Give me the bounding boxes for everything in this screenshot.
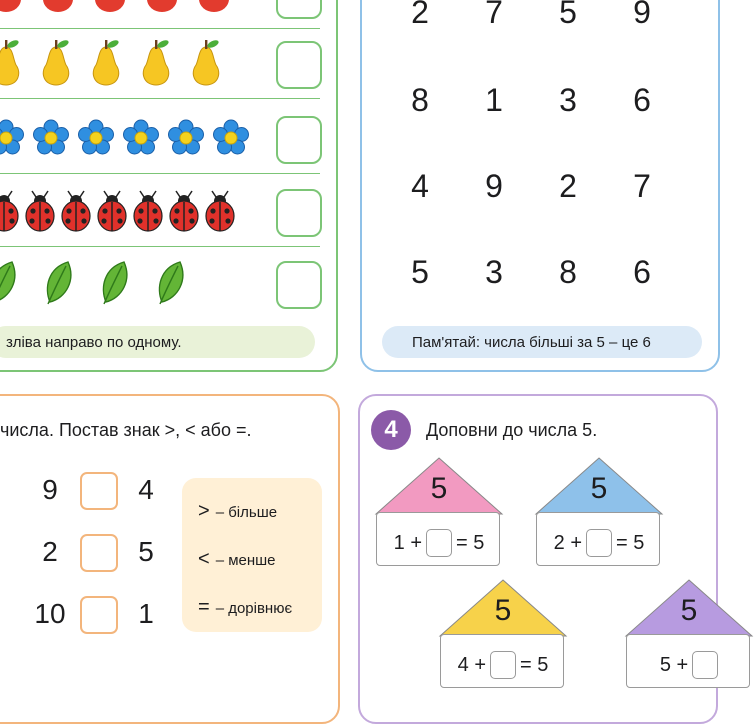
ladybug-icon bbox=[202, 189, 238, 238]
count-answer-box[interactable] bbox=[276, 0, 322, 19]
answer-blank[interactable] bbox=[490, 651, 516, 679]
grid-number[interactable]: 9 bbox=[633, 0, 651, 30]
sign-box[interactable] bbox=[80, 472, 118, 510]
grid-number[interactable]: 7 bbox=[633, 168, 651, 204]
compare-row bbox=[0, 596, 170, 636]
right-number: 5 bbox=[138, 536, 154, 567]
leaf-icon bbox=[42, 258, 78, 313]
compare-instruction: числа. Постав знак >, < або =. bbox=[0, 420, 252, 440]
apple-icon bbox=[0, 0, 26, 18]
compare-row bbox=[0, 472, 170, 512]
sign-box[interactable] bbox=[80, 596, 118, 634]
legend-row-less: < – менше bbox=[198, 548, 276, 570]
house-body bbox=[626, 634, 750, 688]
legend-row-equal: = – дорівнює bbox=[198, 596, 293, 618]
flower-icon bbox=[76, 118, 116, 163]
ladybug-icon bbox=[166, 189, 202, 238]
equation bbox=[377, 529, 501, 557]
counting-row bbox=[0, 250, 320, 320]
sign-legend bbox=[182, 478, 322, 632]
equation bbox=[627, 651, 751, 679]
count-answer-box[interactable] bbox=[276, 41, 322, 89]
ladybug-icon bbox=[130, 189, 166, 238]
task-number-badge: 4 bbox=[371, 410, 411, 450]
grid-number[interactable]: 5 bbox=[411, 254, 429, 290]
ladybug-icon bbox=[94, 189, 130, 238]
counting-hint: зліва направо по одному. bbox=[0, 326, 315, 358]
equation-right: = 5 bbox=[616, 531, 645, 554]
row-divider bbox=[0, 173, 320, 174]
flower-icon bbox=[211, 118, 251, 163]
number-house bbox=[624, 578, 754, 708]
equation bbox=[441, 651, 565, 679]
grid-number[interactable]: 9 bbox=[485, 168, 503, 204]
right-number: 1 bbox=[138, 598, 154, 629]
number-grid-hint: Пам'ятай: числа більші за 5 – це 6 bbox=[382, 326, 702, 358]
ladybug-icon bbox=[58, 189, 94, 238]
counting-row bbox=[0, 105, 320, 175]
count-answer-box[interactable] bbox=[276, 261, 322, 309]
equation-left: 2 + bbox=[553, 531, 582, 554]
house-body bbox=[440, 634, 564, 688]
counting-row bbox=[0, 178, 320, 248]
grid-number[interactable]: 2 bbox=[411, 0, 429, 30]
number-house bbox=[438, 578, 568, 708]
pear-icon bbox=[186, 37, 226, 94]
answer-blank[interactable] bbox=[692, 651, 718, 679]
right-number: 4 bbox=[138, 474, 154, 505]
apple-icon bbox=[90, 0, 130, 18]
grid-number[interactable]: 5 bbox=[559, 0, 577, 30]
roof-number: 5 bbox=[590, 472, 608, 505]
grid-number[interactable]: 3 bbox=[485, 254, 503, 290]
row-divider bbox=[0, 246, 320, 247]
flower-icon bbox=[0, 118, 26, 163]
count-answer-box[interactable] bbox=[276, 116, 322, 164]
sign-box[interactable] bbox=[80, 534, 118, 572]
equation-right: = 5 bbox=[520, 653, 549, 676]
answer-blank[interactable] bbox=[426, 529, 452, 557]
roof-number: 5 bbox=[680, 594, 698, 627]
pear-icon bbox=[86, 37, 126, 94]
equation bbox=[537, 529, 661, 557]
row-divider bbox=[0, 28, 320, 29]
equation-left: 4 + bbox=[457, 653, 486, 676]
grid-number[interactable]: 6 bbox=[633, 254, 651, 290]
count-answer-box[interactable] bbox=[276, 189, 322, 237]
equation-left: 1 + bbox=[393, 531, 422, 554]
number-house bbox=[374, 456, 504, 586]
counting-row bbox=[0, 30, 320, 100]
grid-number[interactable]: 3 bbox=[559, 82, 577, 118]
complete-to-five-title: Доповни до числа 5. bbox=[426, 420, 598, 440]
grid-number[interactable]: 8 bbox=[559, 254, 577, 290]
grid-number[interactable]: 8 bbox=[411, 82, 429, 118]
answer-blank[interactable] bbox=[586, 529, 612, 557]
equation-right: = 5 bbox=[456, 531, 485, 554]
grid-number[interactable]: 4 bbox=[411, 168, 429, 204]
pear-icon bbox=[136, 37, 176, 94]
flower-icon bbox=[121, 118, 161, 163]
equation-left: 5 + bbox=[659, 653, 689, 676]
legend-row-greater: > – більше bbox=[198, 500, 278, 522]
apple-icon bbox=[194, 0, 234, 18]
left-number: 9 bbox=[42, 474, 58, 505]
row-divider bbox=[0, 98, 320, 99]
number-house bbox=[534, 456, 664, 586]
grid-number[interactable]: 7 bbox=[485, 0, 503, 30]
house-body bbox=[536, 512, 660, 566]
leaf-icon bbox=[154, 258, 190, 313]
grid-number[interactable]: 1 bbox=[485, 82, 503, 118]
apple-icon bbox=[142, 0, 182, 18]
house-body bbox=[376, 512, 500, 566]
roof-number: 5 bbox=[430, 472, 448, 505]
pear-icon bbox=[36, 37, 76, 94]
left-number: 2 bbox=[42, 536, 58, 567]
grid-number[interactable]: 2 bbox=[559, 168, 577, 204]
leaf-icon bbox=[0, 258, 22, 313]
leaf-icon bbox=[98, 258, 134, 313]
flower-icon bbox=[166, 118, 206, 163]
ladybug-icon bbox=[22, 189, 58, 238]
flower-icon bbox=[31, 118, 71, 163]
left-number: 10 bbox=[34, 598, 66, 629]
compare-row bbox=[0, 534, 170, 574]
grid-number[interactable]: 6 bbox=[633, 82, 651, 118]
roof-number: 5 bbox=[494, 594, 512, 627]
apple-icon bbox=[38, 0, 78, 18]
ladybug-icon bbox=[0, 189, 22, 238]
pear-icon bbox=[0, 37, 26, 94]
counting-row bbox=[0, 0, 320, 30]
